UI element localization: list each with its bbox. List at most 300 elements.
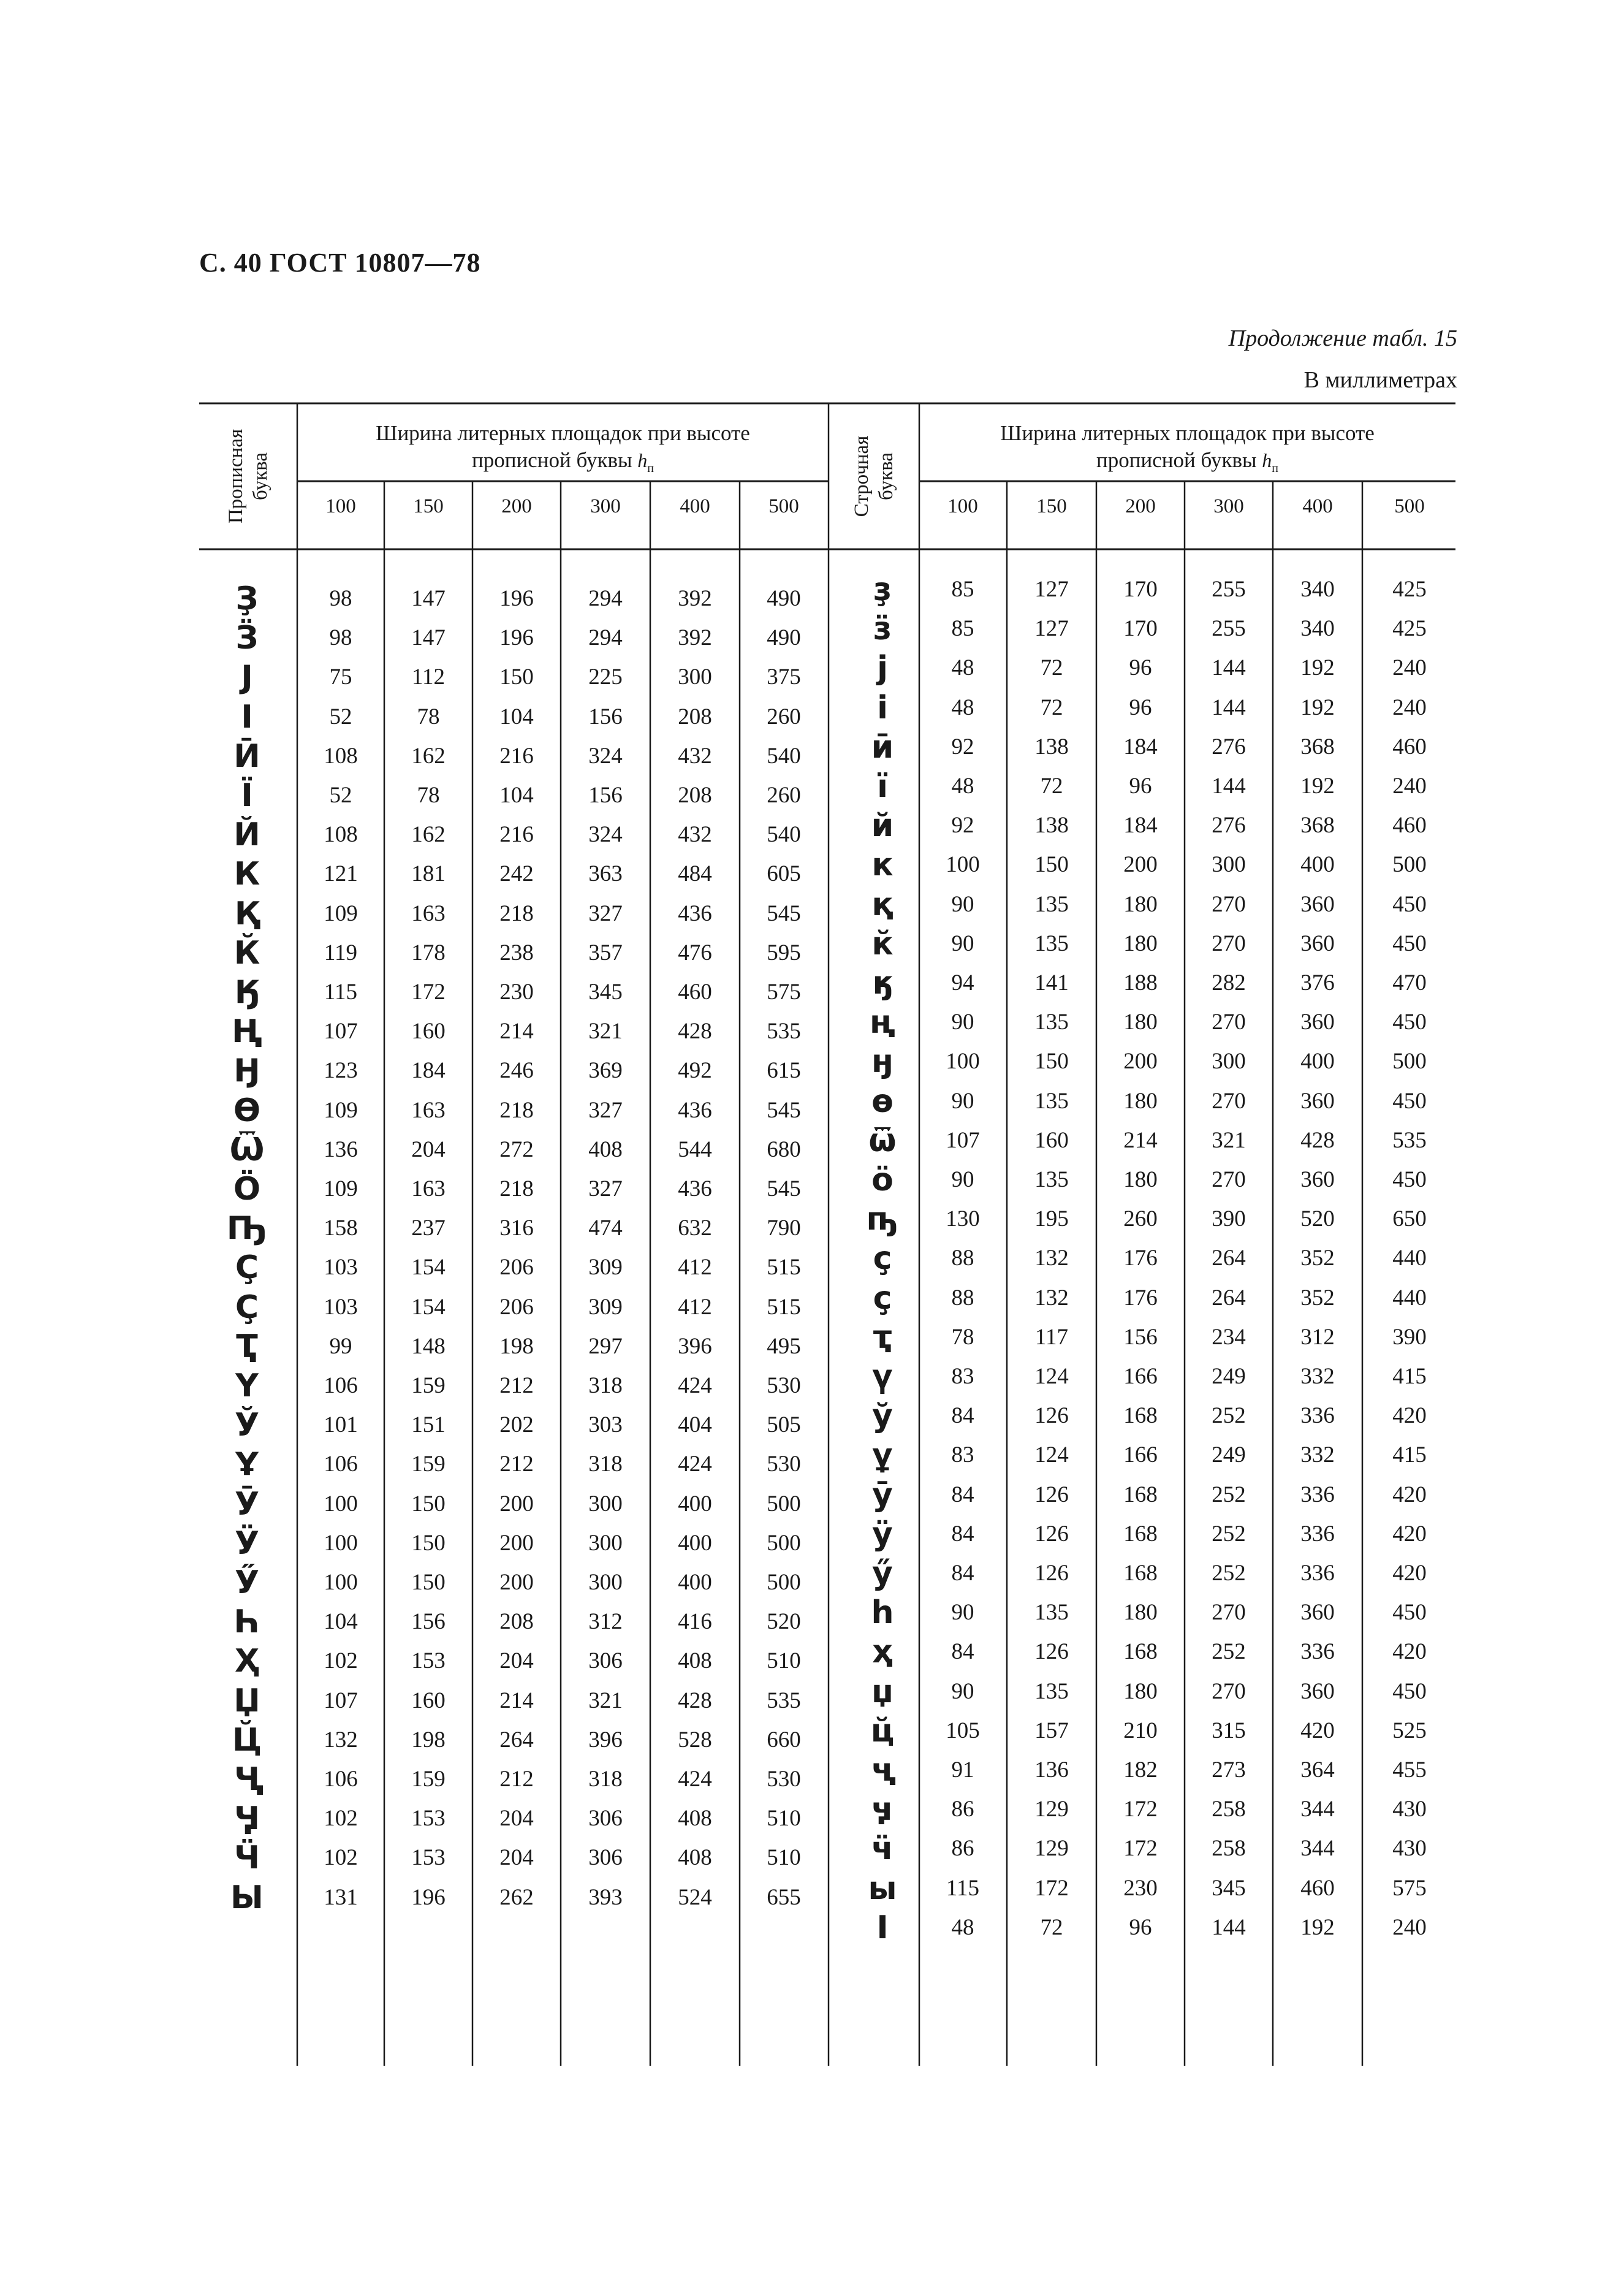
letter-glyph: ӧ <box>871 1162 894 1198</box>
width-value-cell: 107 <box>946 1128 980 1153</box>
letter-glyph: Ӟ <box>235 620 259 657</box>
width-value-cell: 400 <box>1300 1049 1335 1074</box>
width-value-cell: 260 <box>767 704 801 729</box>
width-value-cell: 166 <box>1123 1364 1158 1389</box>
width-value-cell: 192 <box>1300 1915 1335 1940</box>
letter-glyph: Ӧ <box>233 1171 261 1208</box>
width-value-cell: 88 <box>951 1285 974 1311</box>
width-value-cell: 176 <box>1123 1246 1158 1271</box>
left-row-header-line2: буква <box>249 452 271 500</box>
width-value-cell: 115 <box>324 980 358 1005</box>
width-value-cell: 102 <box>324 1648 358 1673</box>
right-col-header: 500 <box>1394 495 1425 517</box>
width-value-cell: 408 <box>588 1137 623 1162</box>
left-col-header: 400 <box>680 495 710 517</box>
width-value-cell: 101 <box>324 1412 358 1437</box>
width-value-cell: 428 <box>678 1688 712 1713</box>
width-value-cell: 90 <box>951 1679 974 1704</box>
width-value-cell: 156 <box>588 783 623 808</box>
width-value-cell: 575 <box>767 980 801 1005</box>
width-value-cell: 535 <box>1392 1128 1427 1153</box>
width-value-cell: 345 <box>1212 1876 1246 1901</box>
width-value-cell: 249 <box>1212 1442 1246 1467</box>
width-value-cell: 90 <box>951 892 974 917</box>
width-value-cell: 172 <box>1123 1797 1158 1822</box>
width-value-cell: 255 <box>1212 616 1246 641</box>
width-value-cell: 48 <box>951 695 974 720</box>
width-value-cell: 106 <box>324 1373 358 1398</box>
width-value-cell: 450 <box>1392 892 1427 917</box>
h-subscript: п <box>1272 462 1278 475</box>
width-value-cell: 324 <box>588 822 623 847</box>
width-value-cell: 336 <box>1300 1403 1335 1428</box>
width-value-cell: 420 <box>1392 1521 1427 1547</box>
width-value-cell: 200 <box>499 1570 534 1595</box>
width-value-cell: 192 <box>1300 774 1335 799</box>
width-value-cell: 109 <box>324 1098 358 1123</box>
width-value-cell: 132 <box>1034 1246 1069 1271</box>
width-value-cell: 170 <box>1123 616 1158 641</box>
width-value-cell: 136 <box>1034 1757 1069 1783</box>
width-value-cell: 130 <box>946 1206 980 1231</box>
width-value-cell: 400 <box>678 1570 712 1595</box>
width-value-cell: 144 <box>1212 1915 1246 1940</box>
letter-glyph: Ц̆ <box>232 1722 262 1759</box>
width-value-cell: 182 <box>1123 1757 1158 1783</box>
width-value-cell: 650 <box>1392 1206 1427 1231</box>
letter-glyph: ç <box>873 1280 892 1317</box>
width-value-cell: 84 <box>951 1561 974 1586</box>
width-value-cell: 98 <box>329 586 352 611</box>
width-value-cell: 163 <box>411 1098 446 1123</box>
right-row-header-line1: Строчная <box>851 435 873 517</box>
width-value-cell: 162 <box>411 744 446 769</box>
width-value-cell: 492 <box>678 1058 712 1083</box>
right-row-header <box>849 415 898 538</box>
width-value-cell: 440 <box>1392 1285 1427 1311</box>
width-value-cell: 92 <box>951 813 974 838</box>
width-value-cell: 490 <box>767 625 801 650</box>
width-value-cell: 151 <box>411 1412 446 1437</box>
width-value-cell: 544 <box>678 1137 712 1162</box>
width-value-cell: 321 <box>588 1688 623 1713</box>
width-value-cell: 424 <box>678 1373 712 1398</box>
width-value-cell: 252 <box>1212 1521 1246 1547</box>
width-value-cell: 105 <box>946 1718 980 1743</box>
width-value-cell: 180 <box>1123 1010 1158 1035</box>
letter-glyph: Ҧ <box>226 1210 268 1247</box>
width-value-cell: 416 <box>678 1609 712 1634</box>
width-value-cell: 324 <box>588 744 623 769</box>
width-value-cell: 312 <box>1300 1325 1335 1350</box>
width-value-cell: 225 <box>588 664 623 690</box>
width-value-cell: 150 <box>499 664 534 690</box>
letter-glyph: Ї <box>241 777 253 814</box>
width-value-cell: 390 <box>1212 1206 1246 1231</box>
width-value-cell: 500 <box>767 1570 801 1595</box>
width-value-cell: 530 <box>767 1373 801 1398</box>
width-value-cell: 160 <box>411 1688 446 1713</box>
letter-glyph: џ <box>871 1673 894 1710</box>
width-value-cell: 336 <box>1300 1561 1335 1586</box>
width-value-cell: 198 <box>411 1727 446 1753</box>
width-value-cell: 157 <box>1034 1718 1069 1743</box>
width-value-cell: 400 <box>678 1491 712 1517</box>
width-value-cell: 103 <box>324 1295 358 1320</box>
width-value-cell: 595 <box>767 940 801 965</box>
width-value-cell: 368 <box>1300 813 1335 838</box>
width-value-cell: 300 <box>588 1570 623 1595</box>
letter-glyph: ң <box>870 1004 895 1041</box>
width-value-cell: 276 <box>1212 813 1246 838</box>
width-value-cell: 436 <box>678 1176 712 1201</box>
width-value-cell: 420 <box>1392 1639 1427 1664</box>
width-value-cell: 264 <box>499 1727 534 1753</box>
width-value-cell: 100 <box>324 1570 358 1595</box>
width-value-cell: 680 <box>767 1137 801 1162</box>
width-value-cell: 340 <box>1300 616 1335 641</box>
width-value-cell: 195 <box>1034 1206 1069 1231</box>
width-value-cell: 86 <box>951 1836 974 1861</box>
width-value-cell: 150 <box>411 1531 446 1556</box>
width-value-cell: 96 <box>1129 1915 1152 1940</box>
width-value-cell: 196 <box>499 625 534 650</box>
width-value-cell: 170 <box>1123 577 1158 602</box>
width-value-cell: 126 <box>1034 1403 1069 1428</box>
width-value-cell: 252 <box>1212 1639 1246 1664</box>
width-value-cell: 168 <box>1123 1521 1158 1547</box>
right-col-header: 100 <box>947 495 978 517</box>
width-value-cell: 376 <box>1300 970 1335 995</box>
width-value-cell: 515 <box>767 1255 801 1280</box>
width-value-cell: 131 <box>324 1885 358 1910</box>
width-value-cell: 321 <box>1212 1128 1246 1153</box>
width-value-cell: 430 <box>1392 1797 1427 1822</box>
width-value-cell: 94 <box>951 970 974 995</box>
width-value-cell: 336 <box>1300 1521 1335 1547</box>
width-value-cell: 240 <box>1392 655 1427 680</box>
width-value-cell: 184 <box>1123 813 1158 838</box>
width-value-cell: 605 <box>767 861 801 886</box>
width-value-cell: 212 <box>499 1767 534 1792</box>
width-value-cell: 135 <box>1034 892 1069 917</box>
letter-glyph: Ӯ <box>234 1486 260 1523</box>
width-value-cell: 396 <box>588 1727 623 1753</box>
width-value-cell: 180 <box>1123 1600 1158 1625</box>
width-value-cell: 240 <box>1392 774 1427 799</box>
letter-glyph: J <box>241 659 253 696</box>
left-col-header: 100 <box>325 495 356 517</box>
width-value-cell: 258 <box>1212 1797 1246 1822</box>
width-value-cell: 306 <box>588 1806 623 1831</box>
width-value-cell: 214 <box>499 1688 534 1713</box>
letter-glyph: ӌ <box>871 1791 894 1828</box>
width-value-cell: 96 <box>1129 774 1152 799</box>
width-value-cell: 460 <box>1392 813 1427 838</box>
width-value-cell: 460 <box>1300 1876 1335 1901</box>
width-value-cell: 510 <box>767 1648 801 1673</box>
width-value-cell: 162 <box>411 822 446 847</box>
letter-glyph: ӳ <box>872 1555 893 1592</box>
width-value-cell: 78 <box>417 704 440 729</box>
width-value-cell: 100 <box>946 852 980 877</box>
width-value-cell: 249 <box>1212 1364 1246 1389</box>
width-value-cell: 520 <box>1300 1206 1335 1231</box>
letter-glyph: Ҙ <box>235 580 259 617</box>
width-value-cell: 135 <box>1034 1089 1069 1114</box>
table-caption: Продолжение табл. 15 <box>1228 325 1457 351</box>
width-value-cell: 408 <box>678 1806 712 1831</box>
width-value-cell: 450 <box>1392 1167 1427 1192</box>
letter-glyph: Ӈ <box>233 1052 260 1089</box>
width-value-cell: 172 <box>1034 1876 1069 1901</box>
right-col-header: 200 <box>1125 495 1156 517</box>
width-value-cell: 432 <box>678 822 712 847</box>
letter-glyph: к <box>871 847 894 883</box>
width-value-cell: 524 <box>678 1885 712 1910</box>
width-value-cell: 420 <box>1392 1482 1427 1507</box>
width-value-cell: 124 <box>1034 1442 1069 1467</box>
letter-glyph: ї <box>877 768 888 805</box>
width-value-cell: 135 <box>1034 1010 1069 1035</box>
width-value-cell: 98 <box>329 625 352 650</box>
width-value-cell: 360 <box>1300 892 1335 917</box>
width-value-cell: 392 <box>678 625 712 650</box>
width-value-cell: 123 <box>324 1058 358 1083</box>
width-value-cell: 252 <box>1212 1561 1246 1586</box>
width-value-cell: 48 <box>951 774 974 799</box>
width-value-cell: 615 <box>767 1058 801 1083</box>
width-value-cell: 318 <box>588 1373 623 1398</box>
letter-glyph: Ӌ <box>233 1800 260 1837</box>
width-value-cell: 84 <box>951 1521 974 1547</box>
right-group-header-line1: Ширина литерных площадок при высоте <box>1000 421 1375 445</box>
width-value-cell: 214 <box>1123 1128 1158 1153</box>
width-value-cell: 390 <box>1392 1325 1427 1350</box>
width-value-cell: 78 <box>951 1325 974 1350</box>
width-value-cell: 450 <box>1392 1679 1427 1704</box>
width-value-cell: 206 <box>499 1255 534 1280</box>
width-value-cell: 484 <box>678 861 712 886</box>
width-value-cell: 495 <box>767 1334 801 1359</box>
width-value-cell: 52 <box>329 783 352 808</box>
width-value-cell: 200 <box>499 1491 534 1517</box>
width-value-cell: 200 <box>1123 1049 1158 1074</box>
width-value-cell: 52 <box>329 704 352 729</box>
width-value-cell: 212 <box>499 1452 534 1477</box>
width-value-cell: 535 <box>767 1019 801 1044</box>
width-value-cell: 90 <box>951 931 974 956</box>
width-value-cell: 230 <box>1123 1876 1158 1901</box>
right-group-header-line2 <box>919 447 1455 482</box>
width-value-cell: 369 <box>588 1058 623 1083</box>
width-value-cell: 204 <box>411 1137 446 1162</box>
width-value-cell: 234 <box>1212 1325 1246 1350</box>
width-value-cell: 632 <box>678 1216 712 1241</box>
width-value-cell: 147 <box>411 625 446 650</box>
width-value-cell: 198 <box>499 1334 534 1359</box>
width-value-cell: 153 <box>411 1648 446 1673</box>
left-group-header <box>297 420 829 482</box>
width-value-cell: 156 <box>588 704 623 729</box>
width-value-cell: 425 <box>1392 616 1427 641</box>
width-value-cell: 276 <box>1212 734 1246 759</box>
width-value-cell: 412 <box>678 1295 712 1320</box>
letter-glyph: I <box>241 699 253 736</box>
width-value-cell: 294 <box>588 625 623 650</box>
width-value-cell: 176 <box>1123 1285 1158 1311</box>
width-value-cell: 412 <box>678 1255 712 1280</box>
width-value-cell: 400 <box>678 1531 712 1556</box>
letter-glyph: ӱ <box>872 1516 893 1553</box>
width-value-cell: 476 <box>678 940 712 965</box>
letter-glyph: ө <box>871 1083 894 1120</box>
width-value-cell: 184 <box>1123 734 1158 759</box>
width-value-cell: 270 <box>1212 931 1246 956</box>
width-value-cell: 252 <box>1212 1482 1246 1507</box>
width-value-cell: 230 <box>499 980 534 1005</box>
width-value-cell: 470 <box>1392 970 1427 995</box>
width-value-cell: 297 <box>588 1334 623 1359</box>
width-value-cell: 115 <box>946 1876 980 1901</box>
width-value-cell: 72 <box>1040 774 1063 799</box>
width-value-cell: 360 <box>1300 931 1335 956</box>
width-value-cell: 107 <box>324 1019 358 1044</box>
width-value-cell: 196 <box>499 586 534 611</box>
letter-glyph: ҭ <box>873 1319 892 1356</box>
width-value-cell: 318 <box>588 1767 623 1792</box>
width-value-cell: 510 <box>767 1806 801 1831</box>
width-value-cell: 100 <box>946 1049 980 1074</box>
letter-glyph: Ы <box>230 1879 264 1916</box>
width-value-cell: 660 <box>767 1727 801 1753</box>
letter-glyph: j <box>877 650 888 687</box>
width-value-cell: 450 <box>1392 1010 1427 1035</box>
width-value-cell: 48 <box>951 1915 974 1940</box>
width-value-cell: 180 <box>1123 1167 1158 1192</box>
width-value-cell: 153 <box>411 1806 446 1831</box>
letter-glyph: Ӵ <box>233 1840 260 1876</box>
h-symbol: h <box>1262 449 1272 471</box>
width-value-cell: 270 <box>1212 1600 1246 1625</box>
width-value-cell: 575 <box>1392 1876 1427 1901</box>
width-value-cell: 340 <box>1300 577 1335 602</box>
width-value-cell: 126 <box>1034 1482 1069 1507</box>
width-value-cell: 424 <box>678 1452 712 1477</box>
width-value-cell: 168 <box>1123 1403 1158 1428</box>
width-value-cell: 530 <box>767 1452 801 1477</box>
width-value-cell: 48 <box>951 655 974 680</box>
width-value-cell: 160 <box>1034 1128 1069 1153</box>
width-value-cell: 327 <box>588 901 623 926</box>
width-value-cell: 72 <box>1040 655 1063 680</box>
letter-glyph: Ө <box>233 1092 261 1129</box>
width-value-cell: 428 <box>1300 1128 1335 1153</box>
width-value-cell: 121 <box>324 861 358 886</box>
width-value-cell: 460 <box>1392 734 1427 759</box>
right-group-header-text: прописной буквы <box>1096 448 1257 472</box>
width-value-cell: 180 <box>1123 931 1158 956</box>
letter-glyph: Ӄ <box>234 974 260 1011</box>
width-value-cell: 316 <box>499 1216 534 1241</box>
letter-glyph: Ҭ <box>236 1328 258 1365</box>
width-value-cell: 360 <box>1300 1600 1335 1625</box>
width-value-cell: 75 <box>329 664 352 690</box>
width-value-cell: 500 <box>767 1531 801 1556</box>
width-value-cell: 196 <box>411 1885 446 1910</box>
width-value-cell: 126 <box>1034 1639 1069 1664</box>
width-value-cell: 156 <box>411 1609 446 1634</box>
width-value-cell: 420 <box>1300 1718 1335 1743</box>
h-symbol: h <box>637 449 648 471</box>
letter-glyph: Ҫ <box>235 1249 259 1286</box>
letter-glyph: ҳ <box>872 1634 893 1670</box>
width-value-cell: 490 <box>767 586 801 611</box>
width-value-cell: 150 <box>1034 852 1069 877</box>
width-value-cell: 336 <box>1300 1482 1335 1507</box>
width-value-cell: 144 <box>1212 695 1246 720</box>
width-value-cell: 425 <box>1392 577 1427 602</box>
width-value-cell: 153 <box>411 1845 446 1870</box>
width-value-cell: 332 <box>1300 1364 1335 1389</box>
letter-glyph: ѿ <box>868 1122 897 1159</box>
width-value-cell: 210 <box>1123 1718 1158 1743</box>
width-value-cell: 214 <box>499 1019 534 1044</box>
width-value-cell: 282 <box>1212 970 1246 995</box>
width-value-cell: 218 <box>499 901 534 926</box>
units-caption: В миллиметрах <box>1303 367 1457 393</box>
letter-glyph: Ӣ <box>233 738 260 775</box>
width-value-cell: 428 <box>678 1019 712 1044</box>
width-value-cell: 300 <box>678 664 712 690</box>
letter-glyph: ӈ <box>871 1043 894 1080</box>
width-value-cell: 360 <box>1300 1167 1335 1192</box>
width-value-cell: 344 <box>1300 1797 1335 1822</box>
width-value-cell: 500 <box>1392 1049 1427 1074</box>
width-value-cell: 258 <box>1212 1836 1246 1861</box>
width-value-cell: 84 <box>951 1482 974 1507</box>
width-value-cell: 180 <box>1123 1089 1158 1114</box>
width-value-cell: 159 <box>411 1767 446 1792</box>
left-col-header: 200 <box>501 495 532 517</box>
width-value-cell: 150 <box>411 1570 446 1595</box>
width-value-cell: 345 <box>588 980 623 1005</box>
width-value-cell: 352 <box>1300 1246 1335 1271</box>
width-value-cell: 90 <box>951 1010 974 1035</box>
letter-glyph: ұ <box>872 1437 893 1474</box>
width-value-cell: 204 <box>499 1845 534 1870</box>
letter-glyph: Ӳ <box>234 1564 260 1601</box>
width-value-cell: 172 <box>1123 1836 1158 1861</box>
letter-glyph: Й <box>233 816 260 853</box>
width-value-cell: 129 <box>1034 1836 1069 1861</box>
width-value-cell: 240 <box>1392 1915 1427 1940</box>
width-value-cell: 180 <box>1123 1679 1158 1704</box>
left-group-header-line2 <box>297 447 829 482</box>
width-value-cell: 500 <box>767 1491 801 1517</box>
width-value-cell: 306 <box>588 1648 623 1673</box>
width-value-cell: 270 <box>1212 1010 1246 1035</box>
width-value-cell: 200 <box>1123 852 1158 877</box>
width-value-cell: 415 <box>1392 1442 1427 1467</box>
width-value-cell: 136 <box>324 1137 358 1162</box>
width-value-cell: 102 <box>324 1806 358 1831</box>
width-value-cell: 360 <box>1300 1089 1335 1114</box>
letter-glyph: Ҷ <box>233 1761 260 1798</box>
width-value-cell: 540 <box>767 822 801 847</box>
width-value-cell: 294 <box>588 586 623 611</box>
width-value-cell: 104 <box>499 783 534 808</box>
